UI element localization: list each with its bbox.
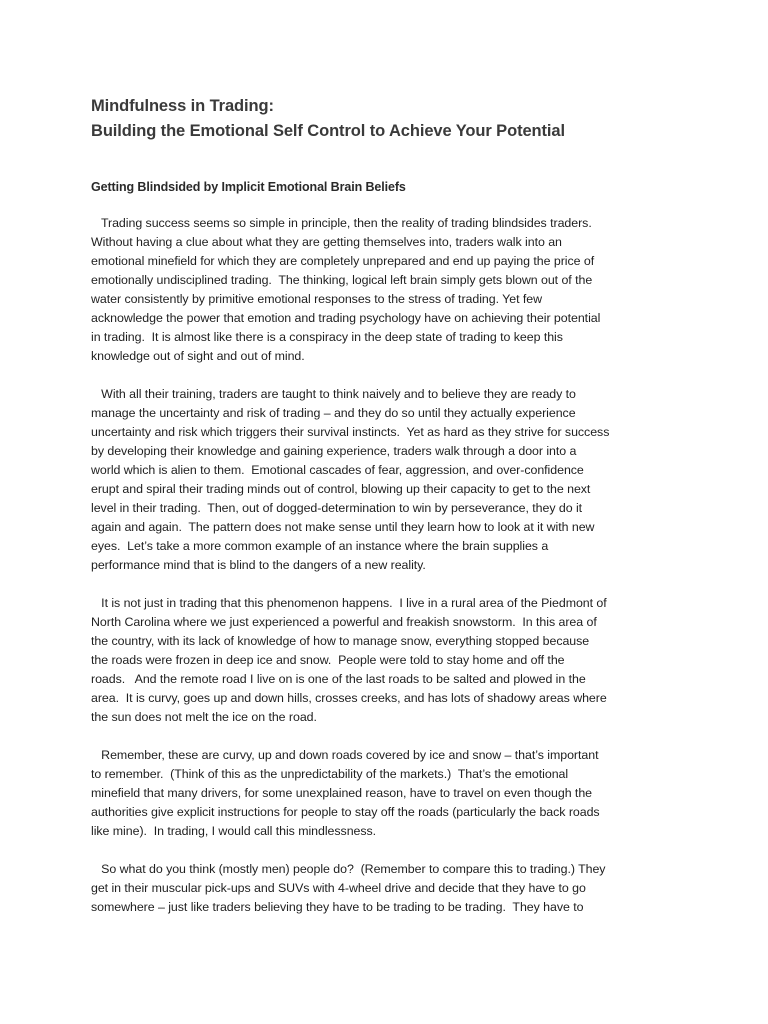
paragraph-line: eyes. Let’s take a more common example of an instance where the brain supplies a — [91, 539, 549, 553]
paragraph-line: Trading success seems so simple in principle, then the reality of trading blindsides traders. — [91, 216, 592, 230]
paragraph-line: manage the uncertainty and risk of trading – and they do so until they actually experience — [91, 406, 576, 420]
paragraph-line: Without having a clue about what they are getting themselves into, traders walk into an — [91, 235, 562, 249]
paragraph-line: world which is alien to them. Emotional cascades of fear, aggression, and over-confidence — [91, 463, 584, 477]
paragraph-container — [91, 214, 691, 917]
body-paragraph — [91, 746, 691, 841]
body-paragraph — [91, 214, 691, 366]
paragraph-line: uncertainty and risk which triggers their survival instincts. Yet as hard as they strive for success — [91, 425, 610, 439]
document-body — [91, 94, 691, 917]
paragraph-line: level in their trading. Then, out of dogged-determination to win by perseverance, they do it — [91, 501, 583, 515]
paragraph-line: knowledge out of sight and out of mind. — [91, 349, 305, 363]
paragraph-line: authorities give explicit instructions for people to stay off the roads (particularly the back roads — [91, 805, 600, 819]
paragraph-line: water consistently by primitive emotional responses to the stress of trading. Yet few — [91, 292, 542, 306]
title-line-2: Building the Emotional Self Control to Achieve Your Potential — [91, 122, 565, 140]
body-paragraph — [91, 860, 691, 917]
paragraph-line: minefield that many drivers, for some unexplained reason, have to travel on even though the — [91, 786, 593, 800]
paragraph-line: the sun does not melt the ice on the road. — [91, 710, 317, 724]
paragraph-line: again and again. The pattern does not make sense until they learn how to look at it with new — [91, 520, 595, 534]
paragraph-line: It is not just in trading that this phenomenon happens. I live in a rural area of the Piedmont of — [91, 596, 607, 610]
paragraph-line: to remember. (Think of this as the unpredictability of the markets.) That’s the emotional — [91, 767, 569, 781]
paragraph-line: North Carolina where we just experienced a powerful and freakish snowstorm. In this area of — [91, 615, 597, 629]
paragraph-line: performance mind that is blind to the dangers of a new reality. — [91, 558, 426, 572]
paragraph-line: the country, with its lack of knowledge of how to manage snow, everything stopped because — [91, 634, 590, 648]
paragraph-line: So what do you think (mostly men) people do? (Remember to compare this to trading.) They — [91, 862, 606, 876]
section-heading: Getting Blindsided by Implicit Emotional Brain Beliefs — [91, 180, 406, 194]
paragraph-line: erupt and spiral their trading minds out of control, blowing up their capacity to get to the next — [91, 482, 591, 496]
paragraph-line: emotionally undisciplined trading. The thinking, logical left brain simply gets blown out of the — [91, 273, 593, 287]
document-title — [91, 94, 691, 144]
paragraph-line: Remember, these are curvy, up and down roads covered by ice and snow – that’s important — [91, 748, 599, 762]
paragraph-line: area. It is curvy, goes up and down hills, crosses creeks, and has lots of shadowy areas where — [91, 691, 607, 705]
paragraph-line: the roads were frozen in deep ice and snow. People were told to stay home and off the — [91, 653, 565, 667]
paragraph-line: roads. And the remote road I live on is one of the last roads to be salted and plowed in the — [91, 672, 586, 686]
body-paragraph — [91, 385, 691, 575]
paragraph-line: by developing their knowledge and gaining experience, traders walk through a door into a — [91, 444, 577, 458]
paragraph-line: With all their training, traders are taught to think naively and to believe they are ready to — [91, 387, 576, 401]
body-paragraph — [91, 594, 691, 727]
paragraph-line: acknowledge the power that emotion and trading psychology have on achieving their potential — [91, 311, 601, 325]
title-line-1: Mindfulness in Trading: — [91, 97, 274, 115]
paragraph-line: emotional minefield for which they are completely unprepared and end up paying the price of — [91, 254, 595, 268]
paragraph-line: get in their muscular pick-ups and SUVs with 4-wheel drive and decide that they have to go — [91, 881, 586, 895]
paragraph-line: in trading. It is almost like there is a conspiracy in the deep state of trading to keep this — [91, 330, 563, 344]
paragraph-line: somewhere – just like traders believing they have to be trading to be trading. They have to — [91, 900, 584, 914]
paragraph-line: like mine). In trading, I would call this mindlessness. — [91, 824, 377, 838]
